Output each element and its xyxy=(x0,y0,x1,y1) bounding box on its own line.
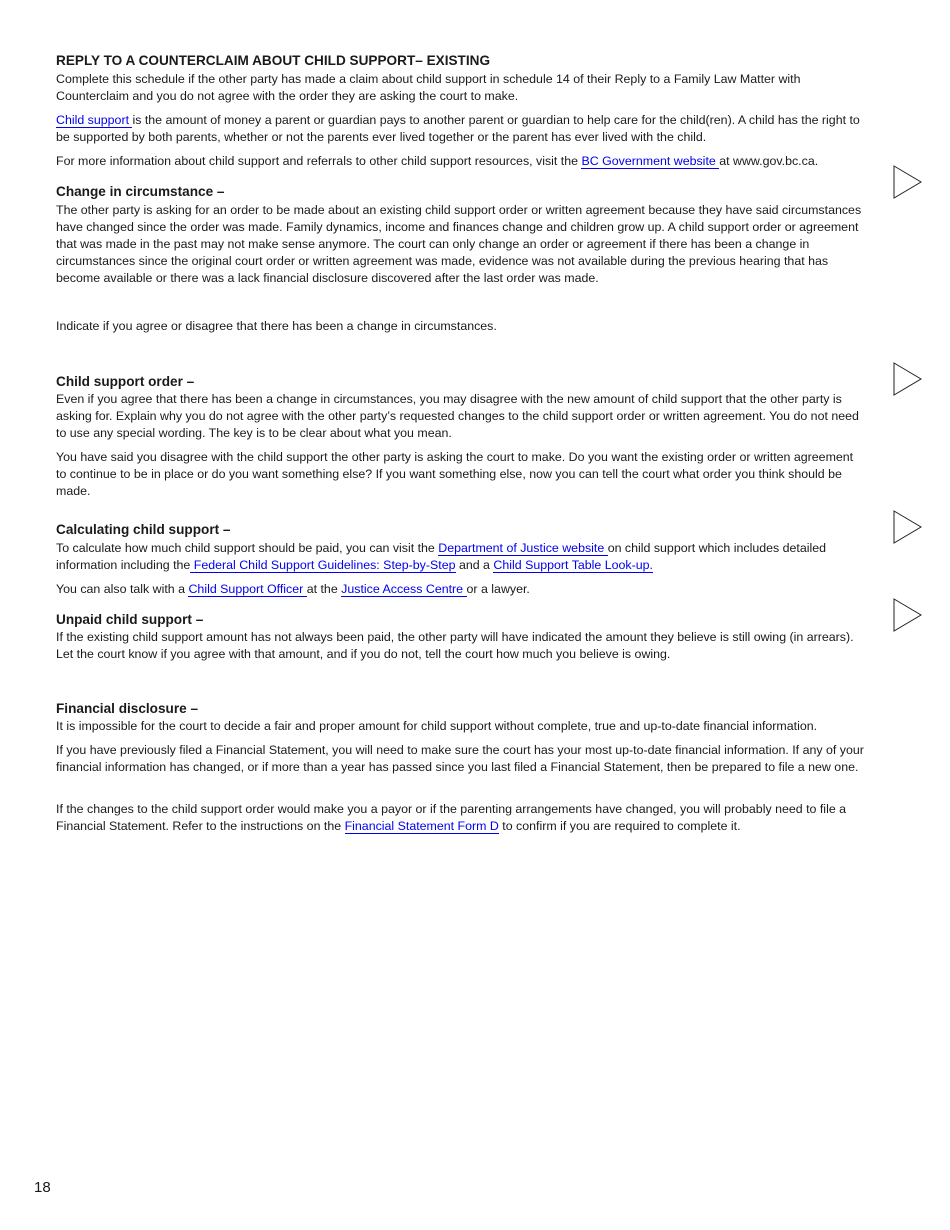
financial-text: If the changes to the child support order would make you a payor or if the parenting arrangements have changed, you will probably need to file a Financial Statement. Refer to the instructions on the xyxy=(56,802,847,833)
unpaid-heading: Unpaid child support – xyxy=(56,612,204,627)
calc-text: You can also talk with a xyxy=(56,582,189,596)
more-info-text: For more information about child support and referrals to other child support resources, visit the xyxy=(56,154,582,168)
financial-body-3 xyxy=(56,801,864,835)
child-support-officer-link[interactable]: Child Support Officer xyxy=(188,582,307,596)
department-of-justice-link[interactable]: Department of Justice website xyxy=(438,541,608,555)
expand-arrow-icon[interactable] xyxy=(893,510,923,544)
definition-text: is the amount of money a parent or guardian pays to another parent or guardian to help care for the child(ren). A child has the right to be supported by both parents, whether or not the parents ever lived together or the parent has ever lived with the child. xyxy=(56,113,860,144)
financial-heading: Financial disclosure – xyxy=(56,701,199,716)
calc-text: To calculate how much child support should be paid, you can visit the xyxy=(56,541,439,555)
financial-body-2: If you have previously filed a Financial Statement, you will need to make sure the court has your most up-to-date financial information. If any of your financial information has changed, or if more than a year has passed since you last filed a Financial Statement, then be prepared to file a new one. xyxy=(56,743,864,774)
calc-text: on child support which includes detailed information including the xyxy=(56,541,827,572)
child-support-link[interactable]: Child support xyxy=(56,113,133,127)
order-body-2: You have said you disagree with the child support the other party is asking the court to make. Do you want the existing order or written agreement to continue to be in place or do you want something else? If you want something else, now you can tell the court what order you think should be made. xyxy=(56,450,854,498)
page-number: 18 xyxy=(34,1179,51,1196)
calc-text: at the xyxy=(306,582,342,596)
calc-paragraph-1 xyxy=(56,540,864,574)
guidelines-link[interactable]: Federal Child Support Guidelines: Step-by-Step xyxy=(190,558,456,572)
calc-text: or a lawyer. xyxy=(466,582,530,596)
change-indicate: Indicate if you agree or disagree that there has been a change in circumstances. xyxy=(56,319,497,333)
change-body: The other party is asking for an order to be made about an existing child support order or written agreement because they have said circumstances have changed since the order was made. Family dynamics, income and finances change and children grow up. A child support order or agreement that was made in the past may not make sense anymore. The court can only change an order or agreement if there has been a change in circumstances since the original court order or written agreement was made, evidence was not available during the previous hearing that has become available or there was a lack financial disclosure discovered after the last order was made. xyxy=(56,203,862,285)
financial-statement-link[interactable]: Financial Statement Form D xyxy=(344,819,499,833)
expand-arrow-icon[interactable] xyxy=(893,362,923,396)
unpaid-body: If the existing child support amount has not always been paid, the other party will have indicated the amount they believe is still owing (in arrears). Let the court know if you agree with that amount, and if you do not, tell the court how much you believe is owing. xyxy=(56,630,854,661)
more-info-text-end: at www.gov.bc.ca. xyxy=(719,154,819,168)
more-info-paragraph xyxy=(56,153,864,170)
expand-arrow-icon[interactable] xyxy=(893,598,923,632)
table-lookup-link[interactable]: Child Support Table Look-up. xyxy=(493,558,653,572)
order-body-1: Even if you agree that there has been a change in circumstances, you may disagree with the new amount of child support that the other party is asking for. Explain why you do not agree with the other party’s requested changes to the child support order or written agreement. You do not need to use any special wording. The key is to be clear about what you mean. xyxy=(56,392,859,440)
calc-text: and a xyxy=(455,558,494,572)
page-title: REPLY TO A COUNTERCLAIM ABOUT CHILD SUPPORT– EXISTING xyxy=(56,53,491,68)
financial-text: to confirm if you are required to complete it. xyxy=(498,819,741,833)
change-heading: Change in circumstance – xyxy=(56,184,225,199)
calc-paragraph-2 xyxy=(56,581,864,598)
expand-arrow-icon[interactable] xyxy=(893,165,923,199)
order-heading: Child support order – xyxy=(56,374,195,389)
financial-body-1: It is impossible for the court to decide a fair and proper amount for child support without complete, true and up-to-date financial information. xyxy=(56,719,818,733)
justice-access-centre-link[interactable]: Justice Access Centre xyxy=(341,582,467,596)
bc-government-link[interactable]: BC Government website xyxy=(581,154,720,168)
definition-paragraph xyxy=(56,112,864,146)
intro-paragraph: Complete this schedule if the other party has made a claim about child support in schedule 14 of their Reply to a Family Law Matter with Counterclaim and you do not agree with the order they are asking the court to make. xyxy=(56,72,801,103)
calc-heading: Calculating child support – xyxy=(56,522,231,537)
